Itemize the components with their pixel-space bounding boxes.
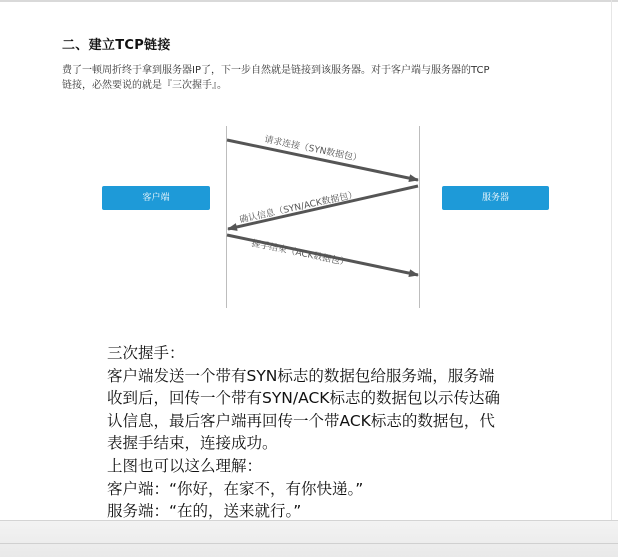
section-title: 二、建立TCP链接 <box>62 38 171 53</box>
handshake-diagram <box>0 118 618 313</box>
top-divider <box>0 0 618 2</box>
intro-line-2: 链接，必然要说的就是『三次握手』。 <box>62 80 227 91</box>
bottom-bar <box>0 520 618 557</box>
ack-arrow-label: 握手结束（ACK数据包） <box>250 238 350 269</box>
handshake-notes <box>107 342 577 545</box>
bottom-divider <box>0 543 618 544</box>
intro-paragraph <box>62 63 602 93</box>
notes-line: 上图也可以这么理解： <box>107 456 263 475</box>
notes-heading: 三次握手： <box>107 344 185 362</box>
notes-dialogue-server: 服务端：“在的，送来就行。” <box>107 502 302 521</box>
client-node: 客户端 <box>102 186 210 210</box>
notes-dialogue-client: 客户端：“你好，在家不，有你快递。” <box>107 479 364 498</box>
syn-arrow-label: 请求连接（SYN数据包） <box>263 134 363 165</box>
server-node: 服务器 <box>442 186 549 210</box>
notes-line: 收到后，回传一个带有SYN/ACK标志的数据包以示传达确 <box>107 389 500 408</box>
syn-ack-arrow <box>228 186 418 229</box>
notes-line: 客户端发送一个带有SYN标志的数据包给服务端，服务端 <box>107 366 495 385</box>
notes-line: 认信息，最后客户端再回传一个带ACK标志的数据包，代 <box>107 411 495 430</box>
intro-line-1: 费了一顿周折终于拿到服务器IP了，下一步自然就是链接到该服务器。对于客户端与服务器的TCP <box>62 65 490 76</box>
notes-line: 表握手结束，连接成功。 <box>107 434 278 453</box>
syn-ack-arrow-label: 确认信息（SYN/ACK数据包） <box>238 189 359 226</box>
